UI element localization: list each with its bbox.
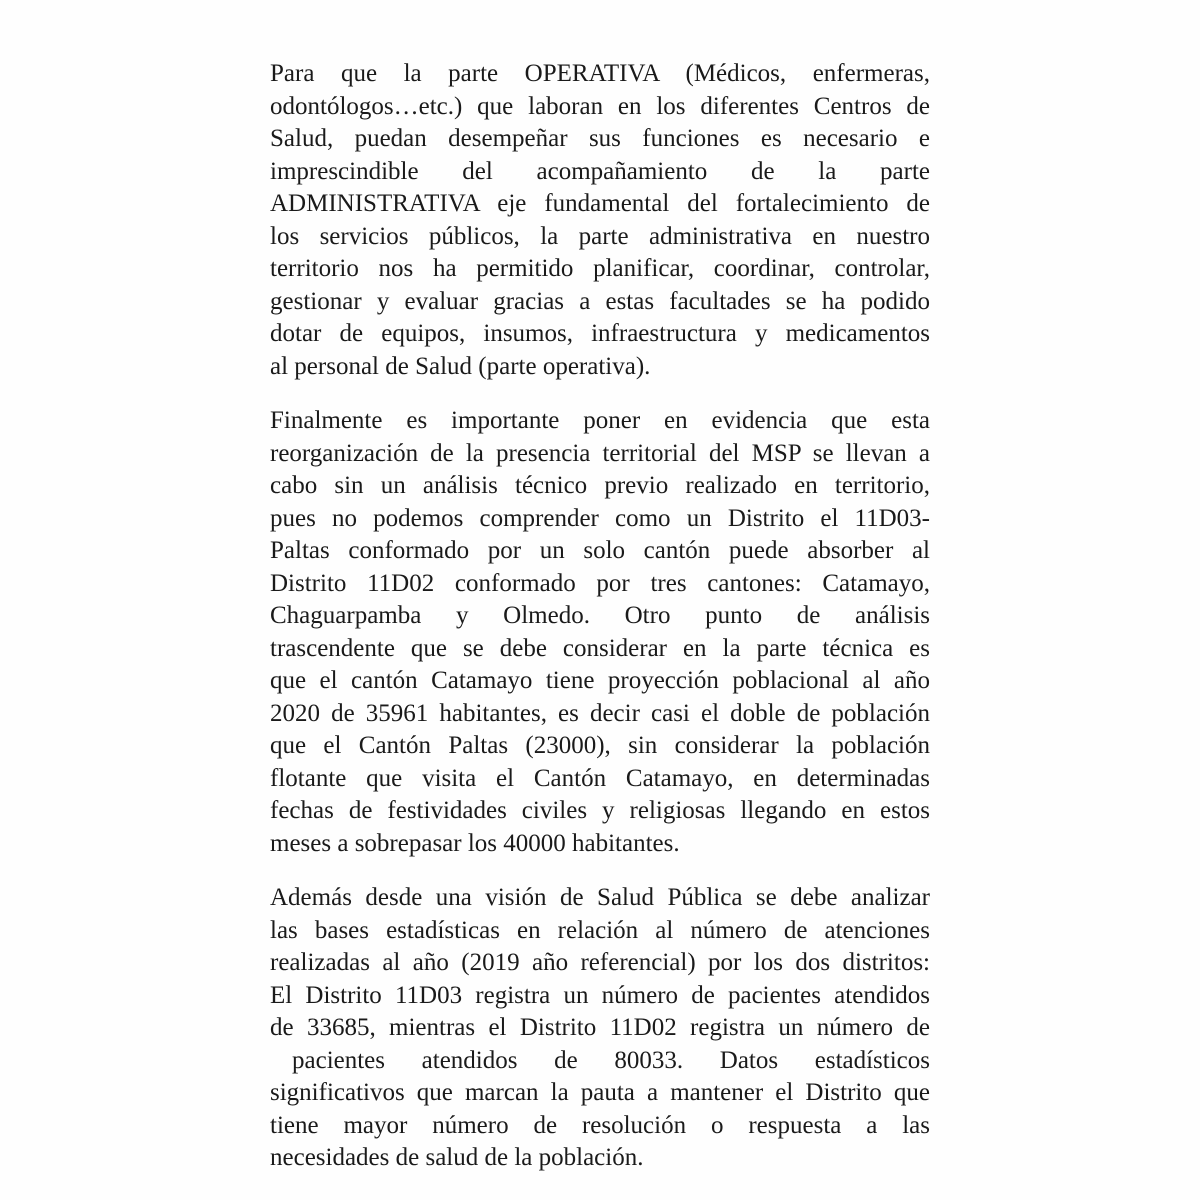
text-line: Para que la parte OPERATIVA (Médicos, enfermeras, — [270, 60, 930, 87]
text-line: al personal de Salud (parte operativa). — [270, 352, 651, 380]
text-line: trascendente que se debe considerar en la parte técnica es — [270, 634, 930, 662]
text-line: significativos que marcan la pauta a mantener el Distrito que — [270, 1079, 930, 1106]
text-line: gestionar y evaluar gracias a estas facultades se ha podido — [270, 287, 930, 315]
text-line: meses a sobrepasar los 40000 habitantes. — [270, 829, 680, 857]
text-line: imprescindible del acompañamiento de la parte — [270, 157, 930, 185]
text-line: Finalmente es importante poner en evidencia que esta — [270, 407, 930, 434]
text-line: reorganización de la presencia territorial del MSP se llevan a — [270, 439, 930, 467]
text-line: que el cantón Catamayo tiene proyección poblacional al año — [270, 667, 930, 694]
text-column — [270, 58, 930, 1175]
text-line: ADMINISTRATIVA eje fundamental del fortalecimiento de — [270, 190, 930, 217]
text-line: fechas de festividades civiles y religiosas llegando en estos — [270, 797, 930, 824]
text-line: Además desde una visión de Salud Pública se debe analizar — [270, 884, 930, 911]
text-line: 2020 de 35961 habitantes, es decir casi el doble de población — [270, 699, 930, 727]
paragraph-finalmente — [270, 405, 930, 860]
paragraph-operativa — [270, 58, 930, 383]
text-line: que el Cantón Paltas (23000), sin considerar la población — [270, 732, 930, 759]
text-line: Distrito 11D02 conformado por tres cantones: Catamayo, — [270, 569, 930, 597]
text-line: tiene mayor número de resolución o respuesta a las — [270, 1111, 930, 1139]
text-line: odontólogos…etc.) que laboran en los diferentes Centros de — [270, 92, 930, 120]
text-line: Paltas conformado por un solo cantón puede absorber al — [270, 537, 930, 564]
text-line: dotar de equipos, insumos, infraestructura y medicamentos — [270, 320, 930, 347]
text-line: de 33685, mientras el Distrito 11D02 registra un número de — [270, 1014, 930, 1041]
text-line: pues no podemos comprender como un Distrito el 11D03- — [270, 504, 930, 532]
text-line: flotante que visita el Cantón Catamayo, en determinadas — [270, 764, 930, 792]
text-line: El Distrito 11D03 registra un número de pacientes atendidos — [270, 981, 930, 1009]
paragraph-ademas — [270, 882, 930, 1175]
text-line: las bases estadísticas en relación al número de atenciones — [270, 916, 930, 944]
text-line: cabo sin un análisis técnico previo realizado en territorio, — [270, 472, 930, 499]
text-line: Chaguarpamba y Olmedo. Otro punto de análisis — [270, 602, 930, 629]
text-line: los servicios públicos, la parte administrativa en nuestro — [270, 222, 930, 250]
text-line: realizadas al año (2019 año referencial) por los dos distritos: — [270, 949, 930, 976]
text-line: necesidades de salud de la población. — [270, 1144, 644, 1171]
text-line: Salud, puedan desempeñar sus funciones es necesario e — [270, 125, 930, 152]
text-line: territorio nos ha permitido planificar, coordinar, controlar, — [270, 255, 930, 282]
text-line: pacientes atendidos de 80033. Datos estadísticos — [292, 1046, 930, 1074]
